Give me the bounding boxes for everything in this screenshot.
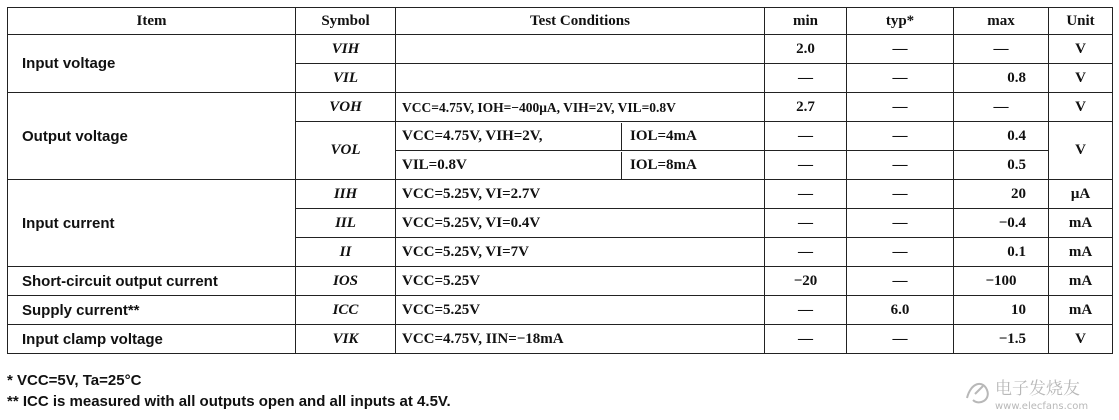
max-cell: — xyxy=(954,35,1049,64)
table-row xyxy=(8,325,1113,354)
conditions-cell xyxy=(396,35,765,64)
symbol-cell: IIH xyxy=(296,180,396,209)
header-test-conditions: Test Conditions xyxy=(396,8,765,35)
min-cell: −20 xyxy=(765,267,847,296)
header-item: Item xyxy=(8,8,296,35)
max-cell: 0.5 xyxy=(954,151,1049,180)
max-cell: 10 xyxy=(954,296,1049,325)
conditions-cell: VCC=4.75V, IIN=−18mA xyxy=(396,325,765,354)
conditions-cell: VCC=5.25V xyxy=(396,267,765,296)
table-row xyxy=(8,35,1113,64)
typ-cell: — xyxy=(847,35,954,64)
footnotes xyxy=(7,370,451,412)
table-row xyxy=(8,267,1113,296)
conditions-cell: VCC=4.75V, VIH=2V, xyxy=(402,127,543,144)
min-cell: — xyxy=(765,238,847,267)
unit-cell: mA xyxy=(1049,209,1113,238)
symbol-cell: IIL xyxy=(296,209,396,238)
min-cell: — xyxy=(765,151,847,180)
unit-cell: mA xyxy=(1049,296,1113,325)
typ-cell: — xyxy=(847,122,954,151)
watermark-url: www.elecfans.com xyxy=(995,401,1089,412)
unit-cell: mA xyxy=(1049,267,1113,296)
header-symbol: Symbol xyxy=(296,8,396,35)
conditions-cell: VCC=4.75V, IOH=−400μA, VIH=2V, VIL=0.8V xyxy=(396,93,765,122)
min-cell: — xyxy=(765,325,847,354)
electronics-logo-icon xyxy=(961,372,1111,414)
conditions-load-cell: IOL=4mA xyxy=(621,123,764,150)
min-cell: 2.7 xyxy=(765,93,847,122)
min-cell: 2.0 xyxy=(765,35,847,64)
conditions-cell xyxy=(396,64,765,93)
min-cell: — xyxy=(765,180,847,209)
max-cell: 20 xyxy=(954,180,1049,209)
typ-cell: — xyxy=(847,151,954,180)
item-cell: Supply current** xyxy=(8,296,296,325)
max-cell: 0.1 xyxy=(954,238,1049,267)
unit-cell: μA xyxy=(1049,180,1113,209)
max-cell: — xyxy=(954,93,1049,122)
typ-cell: — xyxy=(847,325,954,354)
max-cell: −1.5 xyxy=(954,325,1049,354)
symbol-cell: VIL xyxy=(296,64,396,93)
conditions-cell: VCC=5.25V, VI=2.7V xyxy=(396,180,765,209)
symbol-cell: II xyxy=(296,238,396,267)
electrical-characteristics-table xyxy=(7,7,1113,354)
max-cell: −100 xyxy=(954,267,1049,296)
typ-cell: — xyxy=(847,267,954,296)
typ-cell: — xyxy=(847,64,954,93)
conditions-split-cell xyxy=(396,122,765,151)
header-typ: typ* xyxy=(847,8,954,35)
max-cell: 0.8 xyxy=(954,64,1049,93)
item-cell: Input voltage xyxy=(8,35,296,93)
table-row xyxy=(8,93,1113,122)
symbol-cell: VOL xyxy=(296,122,396,180)
min-cell: — xyxy=(765,122,847,151)
conditions-cell: VIL=0.8V xyxy=(402,156,467,173)
watermark xyxy=(961,372,1111,414)
unit-cell: V xyxy=(1049,93,1113,122)
item-cell: Input clamp voltage xyxy=(8,325,296,354)
min-cell: — xyxy=(765,64,847,93)
footnote-typical-conditions: * VCC=5V, Ta=25°C xyxy=(7,372,142,389)
header-row xyxy=(8,8,1113,35)
typ-cell: — xyxy=(847,180,954,209)
min-cell: — xyxy=(765,296,847,325)
header-max: max xyxy=(954,8,1049,35)
conditions-load-cell: IOL=8mA xyxy=(621,152,764,179)
symbol-cell: VIH xyxy=(296,35,396,64)
conditions-cell: VCC=5.25V, VI=0.4V xyxy=(396,209,765,238)
unit-cell: V xyxy=(1049,35,1113,64)
symbol-cell: IOS xyxy=(296,267,396,296)
symbol-cell: VOH xyxy=(296,93,396,122)
unit-cell: V xyxy=(1049,325,1113,354)
table-row xyxy=(8,180,1113,209)
table-row xyxy=(8,296,1113,325)
symbol-cell: VIK xyxy=(296,325,396,354)
typ-cell: — xyxy=(847,209,954,238)
unit-cell: V xyxy=(1049,64,1113,93)
conditions-split-cell xyxy=(396,151,765,180)
header-min: min xyxy=(765,8,847,35)
item-cell: Output voltage xyxy=(8,93,296,180)
unit-cell: mA xyxy=(1049,238,1113,267)
footnote-supply-current: ** ICC is measured with all outputs open and all inputs at 4.5V. xyxy=(7,393,451,410)
header-unit: Unit xyxy=(1049,8,1113,35)
item-cell: Input current xyxy=(8,180,296,267)
max-cell: 0.4 xyxy=(954,122,1049,151)
watermark-text: 电子发烧友 xyxy=(995,379,1080,399)
min-cell: — xyxy=(765,209,847,238)
symbol-cell: ICC xyxy=(296,296,396,325)
conditions-cell: VCC=5.25V, VI=7V xyxy=(396,238,765,267)
item-cell: Short-circuit output current xyxy=(8,267,296,296)
typ-cell: — xyxy=(847,93,954,122)
conditions-cell: VCC=5.25V xyxy=(396,296,765,325)
unit-cell: V xyxy=(1049,122,1113,180)
typ-cell: 6.0 xyxy=(847,296,954,325)
typ-cell: — xyxy=(847,238,954,267)
max-cell: −0.4 xyxy=(954,209,1049,238)
